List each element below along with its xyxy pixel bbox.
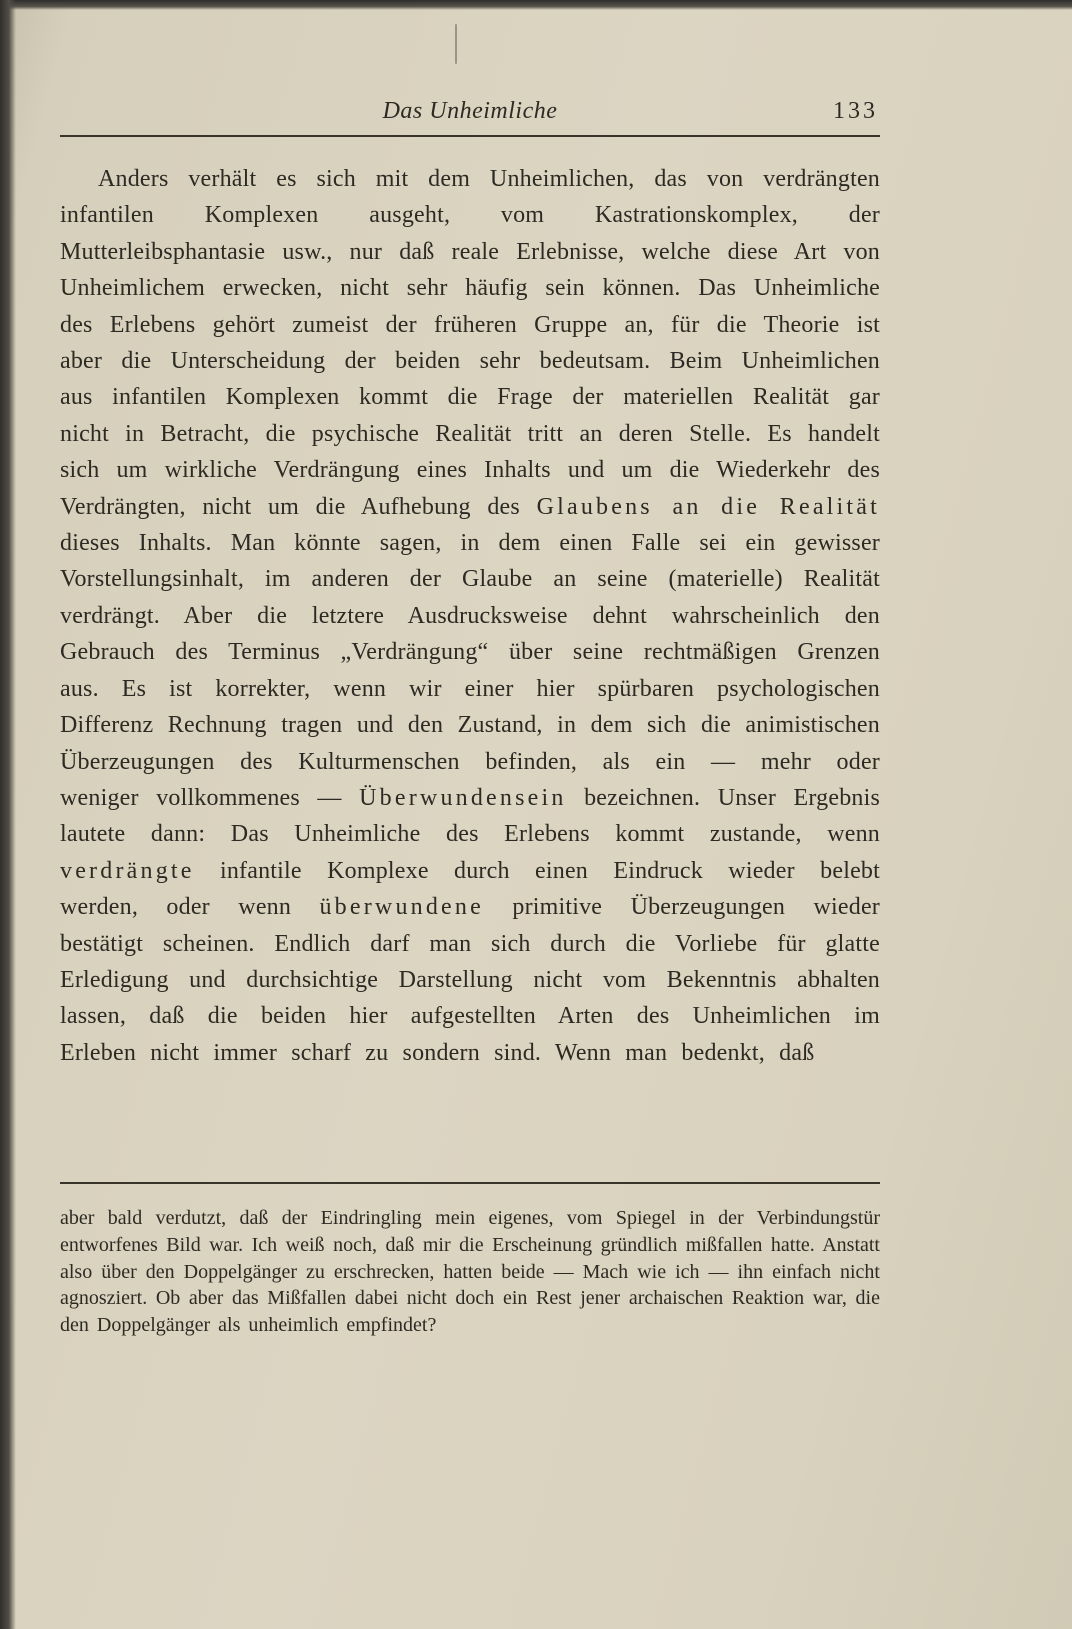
scan-edge-top xyxy=(0,0,1072,10)
emphasized-text-run: überwundene xyxy=(319,894,484,921)
emphasized-text-run: Glaubens an die Realität xyxy=(536,493,880,520)
body-text-run: infantile Komplexe durch einen Eindruck wieder belebt werden, oder wenn xyxy=(60,857,880,921)
footnote-section xyxy=(60,1182,880,1339)
header-rule xyxy=(60,135,880,137)
body-text-run: primitive Überzeugungen wieder bestätigt scheinen. Endlich darf man sich durch die Vorliebe für glatte Erledigung und durchsichtige Darstellung nicht vom Bekenntnis abhalten lassen, daß die beiden hier aufgestellten Arten des Unheimlichen im Erleben nicht immer scharf zu sondern sind. Wenn man bedenkt, daß xyxy=(60,894,881,1066)
text-column xyxy=(60,98,880,1071)
page-number: 133 xyxy=(833,98,878,124)
scan-artifact xyxy=(455,24,457,64)
footnote-text: aber bald verdutzt, daß der Eindringling mein eigenes, vom Spiegel in der Verbindungstür entworfenes Bild war. Ich weiß noch, daß mir die Erscheinung gründlich mißfallen hatte. Anstatt also über den Doppelgänger zu erschrecken, hatten beide — Mach wie ich — ihn einfach nicht agnosziert. Ob aber das Mißfallen dabei nicht doch ein Rest jener archaischen Reaktion war, die den Doppelgänger als unheimlich empfindet? xyxy=(60,1207,880,1337)
body-paragraph xyxy=(60,161,880,1071)
scan-edge-left xyxy=(0,0,16,1629)
body-text-run: bezeichnen. Unser Ergebnis lautete dann: Das Unheimliche des Erlebens kommt zustande, wenn xyxy=(60,784,881,848)
body-text-run: Anders verhält es sich mit dem Unheimlichen, das von verdrängten infantilen Komplexen ausgeht, vom Kastrationskomplex, der Mutterleibsphantasie usw., nur daß reale Erlebnisse, welche diese Art von Unheimlichem erwecken, nicht sehr häufig sein können. Das Unheimliche des Erlebens gehört zumeist der früheren Gruppe an, für die Theorie ist aber die Unterscheidung der beiden sehr bedeutsam. Beim Unheimlichen aus infantilen Komplexen kommt die Frage der materiellen Realität gar nicht in Betracht, die psychische Realität tritt an deren Stelle. Es handelt sich um wirkliche Verdrängung eines Inhalts und um die Wiederkehr des Verdrängten, nicht um die Aufhebung des xyxy=(60,166,880,520)
page-header xyxy=(60,98,880,134)
body-text-run: dieses Inhalts. Man könnte sagen, in dem einen Falle sei ein gewisser Vorstellungsinhalt, im anderen der Glaube an seine (materielle) Realität verdrängt. Aber die letztere Ausdrucksweise dehnt wahrscheinlich den Gebrauch des Terminus „Verdrängung“ über seine rechtmäßigen Grenzen aus. Es ist korrekter, wenn wir einer hier spürbaren psychologischen Differenz Rechnung tragen und den Zustand, in dem sich die animistischen Überzeugungen des Kulturmenschen befinden, als ein — mehr oder weniger vollkommenes — xyxy=(60,530,880,811)
running-title: Das Unheimliche xyxy=(382,98,558,124)
emphasized-text-run: Überwundensein xyxy=(359,784,567,811)
footnote-rule xyxy=(60,1182,880,1184)
emphasized-text-run: verdrängte xyxy=(60,857,195,884)
